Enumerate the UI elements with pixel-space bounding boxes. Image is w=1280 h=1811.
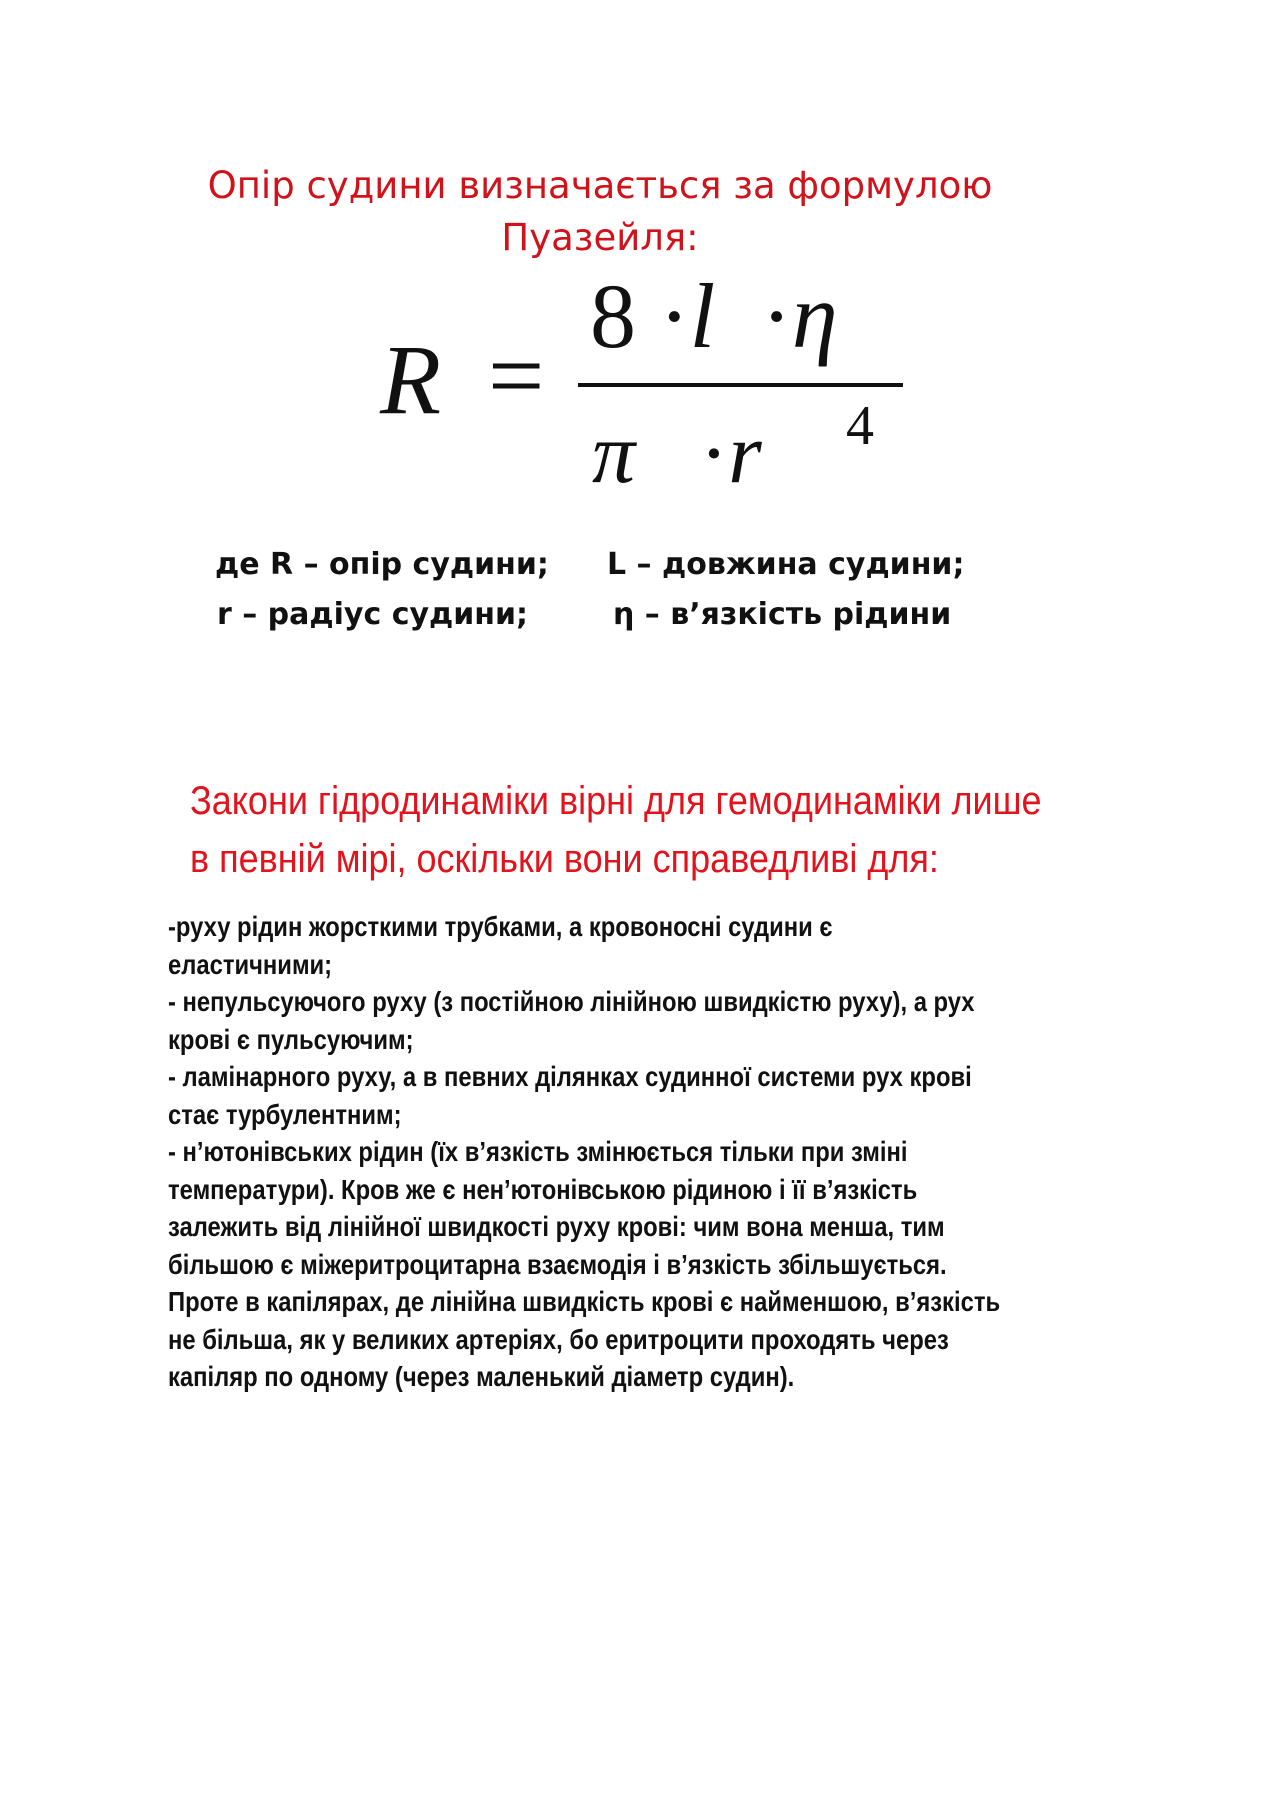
section-body — [168, 908, 1001, 1396]
heading-line-1: Опір судини визначається за формулою — [207, 164, 993, 207]
body-line: температури). Кров же є нен’ютонівською рідиною і її в’язкість — [168, 1173, 918, 1205]
denominator-radius: r — [728, 405, 762, 501]
section-heading — [190, 772, 1045, 888]
section-heading-line-2: в певній мірі, оскільки вони справедливі для: — [190, 837, 939, 881]
body-line: більшою є міжеритроцитарна взаємодія і в’язкість збільшується. — [168, 1248, 947, 1280]
section-heading-line-1: Закони гідродинаміки вірні для гемодинаміки лише — [190, 779, 1042, 823]
formula-equals: = — [488, 320, 545, 431]
body-line: - ламінарного руху, а в певних ділянках судинної системи рух крові — [168, 1061, 972, 1092]
body-line: не більша, як у великих артеріях, бо еритроцити проходять через — [168, 1323, 949, 1355]
body-line: капіляр по одному (через маленький діаметр судин). — [168, 1361, 795, 1392]
body-line: - непульсуючого руху (з постійною лінійною швидкістю руху), а рух — [168, 986, 975, 1017]
body-line: крові є пульсуючим; — [168, 1023, 414, 1055]
denominator-pi: π — [592, 405, 636, 501]
body-line: еластичними; — [168, 948, 333, 980]
formula-legend — [215, 540, 1015, 640]
denominator-exponent: 4 — [846, 395, 874, 457]
page-heading — [160, 160, 1040, 264]
numerator-dot-2: · — [761, 265, 792, 367]
numerator-length: l — [689, 265, 716, 367]
legend-radius: r – радіус судини; — [217, 597, 529, 632]
body-line: Проте в капілярах, де лінійна швидкість крові є найменшою, в’язкість — [168, 1286, 1001, 1317]
legend-row-2 — [215, 590, 1015, 640]
heading-line-2: Пуазейля: — [501, 216, 699, 259]
body-line: залежить від лінійної швидкості руху крові: чим вона менша, тим — [168, 1211, 945, 1242]
formula-denominator — [592, 405, 762, 501]
body-line: стає турбулентним; — [168, 1098, 402, 1130]
body-line: - н’ютонівських рідин (їх в’язкість змінюється тільки при зміні — [168, 1136, 908, 1167]
denominator-dot: · — [699, 405, 729, 501]
legend-viscosity: η – в’язкість рідини — [613, 597, 952, 632]
legend-length: L – довжина судини; — [607, 547, 965, 582]
formula-lhs: R — [380, 324, 442, 435]
fraction-bar — [578, 383, 903, 387]
numerator-eight: 8 — [590, 265, 636, 367]
poiseuille-formula — [360, 265, 920, 518]
formula-numerator — [590, 265, 838, 367]
legend-row-1 — [215, 540, 1015, 590]
legend-resistance: де R – опір судини; — [215, 547, 549, 582]
numerator-eta: η — [791, 265, 838, 367]
body-line: -руху рідин жорсткими трубками, а кровоносні судини є — [168, 911, 833, 942]
numerator-dot-1: · — [659, 265, 690, 367]
